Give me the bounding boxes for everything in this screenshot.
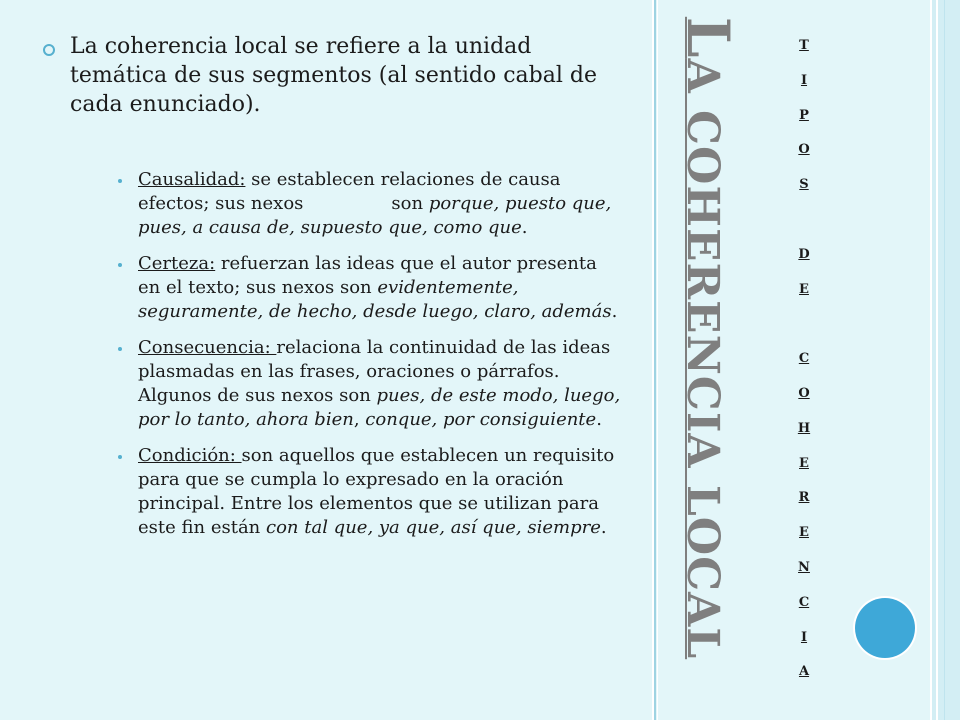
vertical-letter: A [798, 664, 810, 680]
decorative-circle [855, 598, 915, 658]
term-causalidad: Causalidad: [138, 169, 246, 190]
right-edge-line [944, 0, 945, 720]
vertical-letter: I [800, 72, 808, 88]
right-edge-line [930, 0, 932, 720]
bullet-dot-icon [118, 455, 122, 459]
text-condicion: son aquellos que establecen un requisito para que se cumpla lo expresado en la oración principal. Entre los elementos que se utilizan para este fin están [138, 445, 615, 538]
end-causalidad: . [521, 217, 528, 238]
bullet-dot-icon [118, 347, 122, 351]
text-consecuencia-2: , [353, 409, 366, 430]
text-causalidad: se establecen relaciones de causa efectos; sus nexos [138, 169, 561, 214]
end-consecuencia: . [596, 409, 602, 430]
vertical-subtitle [784, 38, 824, 699]
term-consecuencia: Consecuencia: [138, 337, 277, 358]
vertical-letter: E [799, 455, 809, 471]
divider-line [654, 0, 656, 720]
page-title [674, 17, 742, 659]
list-item-consecuencia [112, 336, 622, 432]
text-causalidad-after: son [391, 193, 424, 214]
end-certeza: . [611, 301, 618, 322]
vertical-letter: D [798, 246, 810, 262]
vertical-letter: O [798, 385, 810, 401]
vertical-letter-space [784, 212, 824, 247]
vertical-letter: E [799, 525, 809, 541]
vertical-letter: C [798, 351, 810, 367]
vertical-letter: H [797, 420, 811, 436]
examples-consecuencia: pues, de este modo, luego, por lo tanto, ahora bien [138, 385, 621, 430]
main-bullet [40, 32, 630, 119]
main-bullet-text: La coherencia local se refiere a la unidad temática de sus segmentos (al sentido cabal de cada enunciado). [70, 34, 597, 117]
vertical-letter: T [799, 38, 809, 53]
vertical-letter: C [798, 594, 810, 610]
term-condicion: Condición: [138, 445, 242, 466]
types-list [112, 168, 622, 552]
list-item-causalidad [112, 168, 622, 240]
vertical-letter-space [784, 316, 824, 351]
examples-consecuencia-2: conque, por consiguiente [365, 409, 597, 430]
right-edge-line [936, 0, 938, 720]
list-item-condicion [112, 444, 622, 540]
examples-certeza: evidentemente, seguramente, de hecho, desde luego, claro, además [138, 277, 612, 322]
list-item-certeza [112, 252, 622, 324]
examples-causalidad: porque, puesto que, pues, a causa de, supuesto que, como que [138, 193, 612, 238]
vertical-letter: I [800, 629, 808, 645]
vertical-letter: N [798, 559, 810, 575]
examples-condicion: con tal que, ya que, así que, siempre [266, 517, 601, 538]
bullet-circle-icon [43, 44, 55, 56]
term-certeza: Certeza: [138, 253, 216, 274]
vertical-letter: O [798, 142, 810, 158]
title-first-letter: L [674, 16, 742, 59]
title-rest: A COHERENCIA LOCAL [677, 58, 728, 660]
right-edge-band [930, 0, 960, 720]
vertical-letter: P [799, 107, 809, 123]
vertical-letter: E [799, 281, 809, 297]
text-certeza: refuerzan las ideas que el autor presenta en el texto; sus nexos son [138, 253, 597, 298]
end-condicion: . [600, 517, 607, 538]
bullet-dot-icon [118, 179, 122, 183]
vertical-letter: R [798, 490, 810, 506]
vertical-letter: S [799, 177, 809, 193]
bullet-dot-icon [118, 263, 122, 267]
text-consecuencia: relaciona la continuidad de las ideas plasmadas en las frases, oraciones o párrafos. Algunos de sus nexos son [138, 337, 611, 406]
title-column [658, 0, 758, 720]
